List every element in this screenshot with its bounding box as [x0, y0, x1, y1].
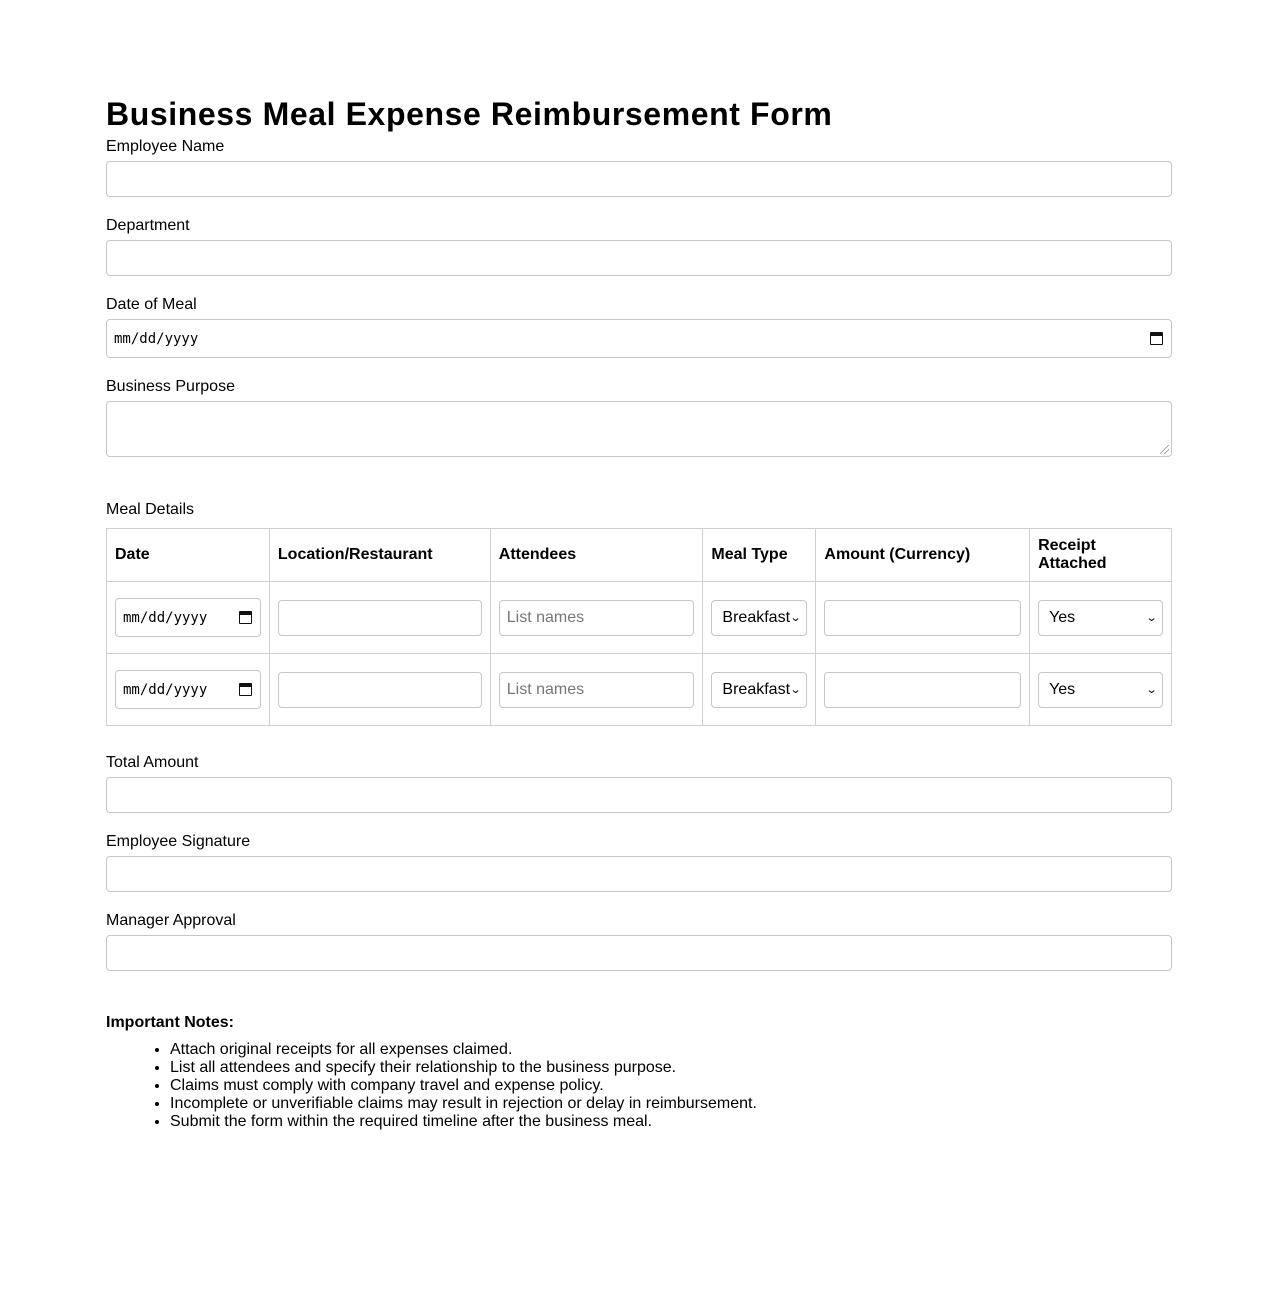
department-input[interactable]: [106, 240, 1172, 276]
list-item: • Submit the form within the required timeline after the business meal.: [170, 1113, 1172, 1131]
employee-signature-label: Employee Signature: [106, 833, 251, 850]
meal-type-value: Breakfast: [722, 680, 791, 698]
row-date-input[interactable]: [115, 598, 261, 637]
column-header-meal-type: Meal Type: [703, 529, 816, 582]
important-notes-list: [106, 1041, 1172, 1131]
row-location-cell: [269, 654, 490, 726]
attendees-input[interactable]: List names: [499, 672, 695, 708]
date-of-meal-input[interactable]: [106, 319, 1172, 358]
column-header-amount: Amount (Currency): [816, 529, 1030, 582]
receipt-value: Yes: [1049, 608, 1076, 626]
form-page: [106, 96, 1172, 1131]
list-item: • Incomplete or unverifiable claims may result in rejection or delay in reimbursement.: [170, 1095, 1172, 1113]
calendar-icon[interactable]: [239, 683, 252, 696]
business-purpose-textarea[interactable]: [106, 401, 1172, 457]
row-receipt-cell: [1030, 654, 1172, 726]
chevron-down-icon: ⌄: [1145, 612, 1158, 624]
business-purpose-label: Business Purpose: [106, 378, 235, 395]
row-date-input[interactable]: [115, 670, 261, 709]
important-notes-title: Important Notes:: [106, 1014, 234, 1031]
table-header-row: [107, 529, 1172, 582]
receipt-select[interactable]: [1038, 672, 1163, 708]
amount-input[interactable]: [824, 672, 1021, 708]
location-input[interactable]: [278, 600, 482, 636]
chevron-down-icon: ⌄: [789, 612, 802, 624]
department-label: Department: [106, 217, 190, 234]
total-amount-label: Total Amount: [106, 754, 199, 771]
calendar-icon[interactable]: [239, 611, 252, 624]
employee-signature-input[interactable]: [106, 856, 1172, 892]
column-header-receipt: Receipt Attached: [1030, 529, 1172, 582]
attendees-input[interactable]: List names: [499, 600, 695, 636]
manager-approval-input[interactable]: [106, 935, 1172, 971]
chevron-down-icon: ⌄: [1145, 684, 1158, 696]
employee-name-input[interactable]: [106, 161, 1172, 197]
table-row: [107, 582, 1172, 654]
manager-approval-label: Manager Approval: [106, 912, 236, 929]
list-item: • List all attendees and specify their relationship to the business purpose.: [170, 1059, 1172, 1077]
calendar-icon[interactable]: [1150, 332, 1163, 345]
meal-type-select[interactable]: [711, 600, 807, 636]
row-date-cell: [107, 582, 270, 654]
receipt-value: Yes: [1049, 680, 1076, 698]
row-date-value: mm/dd/yyyy: [123, 609, 208, 626]
row-attendees-cell: [490, 582, 703, 654]
meal-details-table: [106, 528, 1172, 726]
row-meal-type-cell: [703, 582, 816, 654]
row-amount-cell: [816, 654, 1030, 726]
row-receipt-cell: [1030, 582, 1172, 654]
meal-type-value: Breakfast: [722, 608, 791, 626]
list-item: • Attach original receipts for all expenses claimed.: [170, 1041, 1172, 1059]
row-amount-cell: [816, 582, 1030, 654]
column-header-date: Date: [107, 529, 270, 582]
column-header-location: Location/Restaurant: [269, 529, 490, 582]
chevron-down-icon: ⌄: [789, 684, 802, 696]
total-amount-input[interactable]: [106, 777, 1172, 813]
page-title: Business Meal Expense Reimbursement Form: [106, 96, 833, 132]
row-date-cell: [107, 654, 270, 726]
employee-name-label: Employee Name: [106, 138, 225, 155]
row-meal-type-cell: [703, 654, 816, 726]
date-of-meal-label: Date of Meal: [106, 296, 197, 313]
column-header-attendees: Attendees: [490, 529, 703, 582]
row-date-value: mm/dd/yyyy: [123, 681, 208, 698]
location-input[interactable]: [278, 672, 482, 708]
list-item: • Claims must comply with company travel and expense policy.: [170, 1077, 1172, 1095]
receipt-select[interactable]: [1038, 600, 1163, 636]
date-of-meal-value: mm/dd/yyyy: [114, 330, 199, 347]
table-row: [107, 654, 1172, 726]
meal-type-select[interactable]: [711, 672, 807, 708]
resize-grip-icon[interactable]: [1160, 445, 1169, 454]
meal-details-label: Meal Details: [106, 501, 195, 518]
row-location-cell: [269, 582, 490, 654]
amount-input[interactable]: [824, 600, 1021, 636]
row-attendees-cell: [490, 654, 703, 726]
